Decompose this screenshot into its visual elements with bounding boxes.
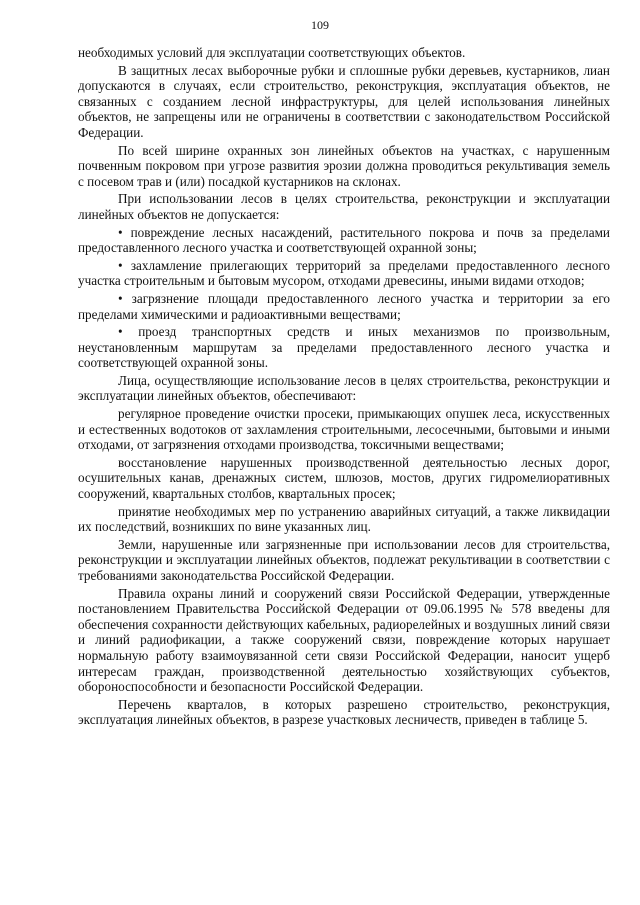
document-body — [78, 45, 610, 730]
paragraph: Лица, осуществляющие использование лесов в целях строительства, реконструкции и эксплуатации линейных объектов, обеспечивают: — [78, 372, 610, 404]
paragraph: По всей ширине охранных зон линейных объектов на участках, с нарушенным почвенным покровом при угрозе развития эрозии должна проводиться рекультивация земель с посевом трав и (или) посадкой кустарников на склонах. — [78, 142, 610, 189]
paragraph: При использовании лесов в целях строительства, реконструкции и эксплуатации линейных объектов не допускается: — [78, 191, 610, 222]
paragraph: В защитных лесах выборочные рубки и сплошные рубки деревьев, кустарников, лиан допускаются в случаях, если строительство, реконструкция, эксплуатация объектов, не связанных с созданием лесной инфраструктуры, для целей использования линейных объектов, не запрещены или не ограничены в соответствии с законодательством Российской Федерации. — [78, 62, 610, 140]
paragraph: Земли, нарушенные или загрязненные при использовании лесов для строительства, реконструкции и эксплуатации линейных объектов, подлежат рекультивации в соответствии с требованиями законодательства Российской Федерации. — [78, 536, 610, 583]
paragraph: Правила охраны линий и сооружений связи Российской Федерации, утвержденные постановлением Правительства Российской Федерации от 09.06.1995 № 578 введены для обеспечения сохранности действующих кабельных, радиорелейных и воздушных линий связи и линий радиофикации, а также сооружений связи, повреждение которых нарушает нормальную работу взаимоувязанной сети связи Российской Федерации, наносит ущерб интересам граждан, производственной деятельностью хозяйствующих субъектов, обороноспособности и безопасности Российской Федерации. — [78, 585, 610, 695]
paragraph: необходимых условий для эксплуатации соответствующих объектов. — [78, 45, 466, 60]
page-number: 109 — [311, 18, 329, 32]
paragraph: регулярное проведение очистки просеки, примыкающих опушек леса, искусственных и естественных водотоков от захламления строительными, лесосечными, бытовыми и иными отходами, от загрязнения отходами производства, токсичными веществами; — [78, 406, 610, 453]
bullet-item: • загрязнение площади предоставленного лесного участка и территории за его пределами химическими и радиоактивными веществами; — [78, 290, 610, 322]
bullet-item: • захламление прилегающих территорий за пределами предоставленного лесного участка строительным и бытовым мусором, отходами древесины, иными видами отходов; — [78, 257, 610, 289]
bullet-item: • повреждение лесных насаждений, растительного покрова и почв за пределами предоставленного лесного участка и соответствующей охранной зоны; — [78, 224, 610, 256]
bullet-item: • проезд транспортных средств и иных механизмов по произвольным, неустановленным маршрутам за пределами предоставленного лесного участка и соответствующей охранной зоны. — [78, 324, 610, 371]
paragraph: Перечень кварталов, в которых разрешено строительство, реконструкция, эксплуатация линейных объектов, в разрезе участковых лесничеств, приведен в таблице 5. — [78, 696, 610, 728]
paragraph: восстановление нарушенных производственной деятельностью лесных дорог, осушительных канав, дренажных систем, шлюзов, мостов, других гидромелиоративных сооружений, квартальных столбов, квартальных просек; — [78, 454, 610, 502]
paragraph: принятие необходимых мер по устранению аварийных ситуаций, а также ликвидации их последствий, возникших по вине указанных лиц. — [78, 503, 610, 535]
